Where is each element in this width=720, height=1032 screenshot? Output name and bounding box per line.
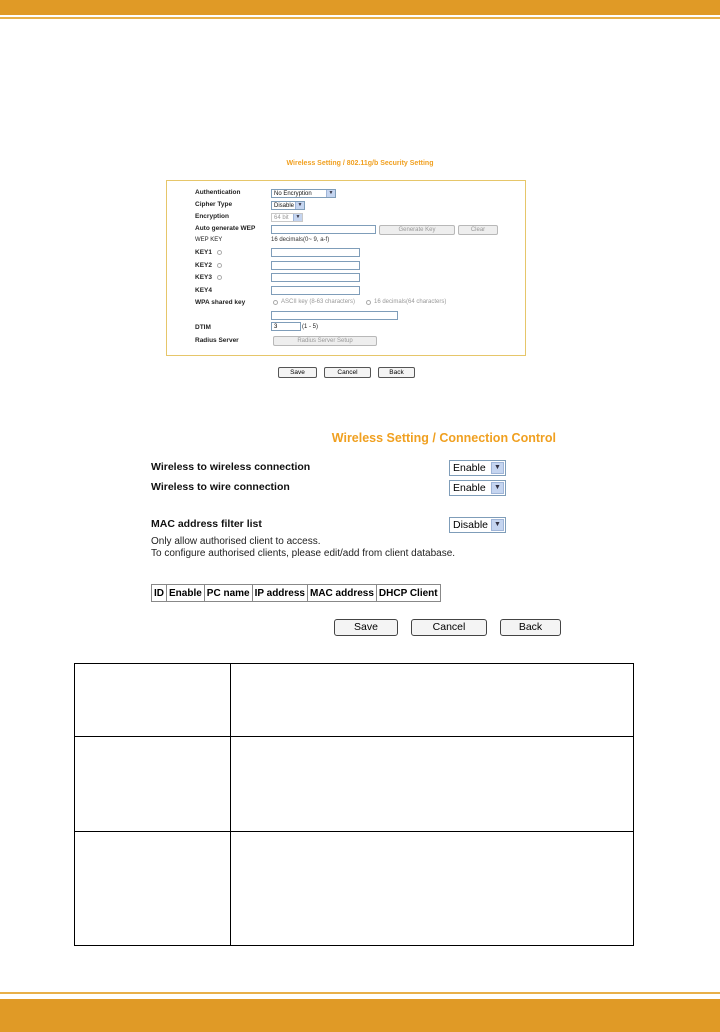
generate-key-button[interactable]: Generate Key	[379, 225, 455, 235]
mac-filter-note-2: To configure authorised clients, please edit/add from client database.	[151, 548, 456, 559]
key1-label: KEY1	[195, 249, 212, 256]
security-save-button[interactable]: Save	[278, 367, 317, 378]
dtim-input[interactable]: 3	[271, 322, 301, 331]
col-id: ID	[152, 585, 167, 602]
header-band	[0, 0, 720, 15]
chevron-down-icon: ▼	[293, 214, 302, 221]
col-pc-name: PC name	[204, 585, 252, 602]
chevron-down-icon: ▼	[295, 202, 304, 209]
description-term-cell	[75, 832, 231, 946]
wpa-ascii-radio[interactable]	[273, 300, 278, 305]
encryption-value: 64 bit	[274, 215, 289, 221]
connection-save-button[interactable]: Save	[334, 619, 398, 636]
wpa-hex-option: 16 decimals(64 characters)	[374, 299, 447, 305]
w2wire-label: Wireless to wire connection	[151, 481, 290, 493]
col-dhcp-client: DHCP Client	[376, 585, 440, 602]
col-enable: Enable	[167, 585, 205, 602]
w2w-label: Wireless to wireless connection	[151, 461, 311, 473]
auto-wep-input[interactable]	[271, 225, 376, 234]
connection-cancel-button[interactable]: Cancel	[411, 619, 487, 636]
key1-radio[interactable]	[217, 250, 222, 255]
description-row	[75, 832, 634, 946]
client-table-header	[152, 585, 441, 602]
wpa-key-input[interactable]	[271, 311, 398, 320]
auto-wep-label: Auto generate WEP	[195, 225, 256, 232]
key4-label: KEY4	[195, 287, 212, 294]
security-title: Wireless Setting / 802.11g/b Security Setting	[286, 160, 434, 167]
chevron-down-icon: ▼	[491, 462, 504, 474]
key2-input[interactable]	[271, 261, 360, 270]
w2wire-select[interactable]	[449, 480, 506, 496]
description-text-cell	[231, 664, 634, 737]
wpa-label: WPA shared key	[195, 299, 246, 306]
dtim-label: DTIM	[195, 324, 211, 331]
security-cancel-button[interactable]: Cancel	[324, 367, 371, 378]
clear-button[interactable]: Clear	[458, 225, 498, 235]
description-table	[74, 663, 634, 946]
encryption-select[interactable]	[271, 213, 303, 222]
connection-back-button[interactable]: Back	[500, 619, 561, 636]
col-mac-address: MAC address	[308, 585, 377, 602]
w2wire-value: Enable	[453, 482, 486, 494]
wep-key-label: WEP KEY	[195, 237, 223, 243]
key1-input[interactable]	[271, 248, 360, 257]
chevron-down-icon: ▼	[326, 190, 335, 197]
cipher-type-label: Cipher Type	[195, 201, 233, 208]
key4-input[interactable]	[271, 286, 360, 295]
key3-radio[interactable]	[217, 275, 222, 280]
wpa-ascii-option: ASCII key (8-63 characters)	[281, 299, 356, 305]
w2w-value: Enable	[453, 462, 486, 474]
cipher-type-select[interactable]	[271, 201, 305, 210]
client-table	[151, 584, 441, 602]
col-ip-address: IP address	[252, 585, 307, 602]
authentication-label: Authentication	[195, 189, 241, 196]
authentication-value: No Encryption	[274, 191, 312, 197]
encryption-label: Encryption	[195, 213, 229, 220]
description-text-cell	[231, 737, 634, 832]
mac-filter-select[interactable]	[449, 517, 506, 533]
wep-key-hint: 16 decimals(0~ 9, a-f)	[271, 237, 330, 243]
description-term-cell	[75, 664, 231, 737]
description-row	[75, 737, 634, 832]
footer-band	[0, 999, 720, 1032]
header-rule	[0, 17, 720, 19]
chevron-down-icon: ▼	[491, 519, 504, 531]
description-term-cell	[75, 737, 231, 832]
connection-title: Wireless Setting / Connection Control	[331, 431, 556, 445]
key2-radio[interactable]	[217, 263, 222, 268]
w2w-select[interactable]	[449, 460, 506, 476]
chevron-down-icon: ▼	[491, 482, 504, 494]
mac-filter-label: MAC address filter list	[151, 518, 262, 530]
dtim-range: (1 - 5)	[302, 324, 319, 330]
cipher-type-value: Disable	[274, 203, 295, 209]
wpa-hex-radio[interactable]	[366, 300, 371, 305]
mac-filter-value: Disable	[453, 519, 489, 531]
security-back-button[interactable]: Back	[378, 367, 415, 378]
description-row	[75, 664, 634, 737]
footer-rule	[0, 992, 720, 994]
authentication-select[interactable]	[271, 189, 336, 198]
mac-filter-note-1: Only allow authorised client to access.	[151, 536, 321, 547]
key3-input[interactable]	[271, 273, 360, 282]
radius-label: Radius Server	[195, 337, 239, 344]
key2-label: KEY2	[195, 262, 212, 269]
description-text-cell	[231, 832, 634, 946]
radius-server-setup-button[interactable]: Radius Server Setup	[273, 336, 377, 346]
key3-label: KEY3	[195, 274, 212, 281]
